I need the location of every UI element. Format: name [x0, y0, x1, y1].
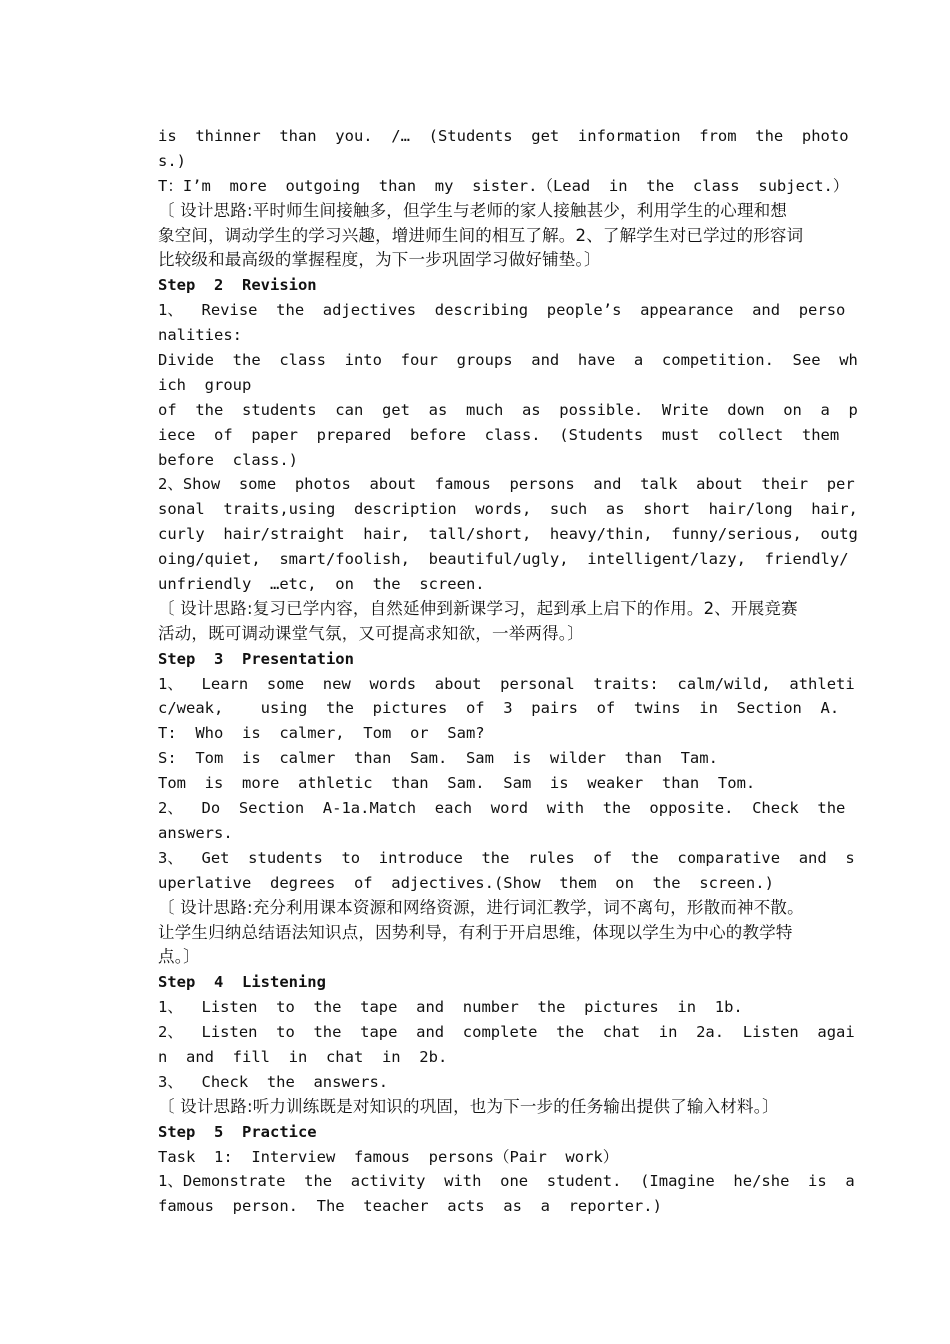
design-note-line: 活动，既可调动课堂气氛，又可提高求知欲，一举两得。〕	[158, 623, 584, 643]
text-line: Divide the class into four groups and have a competition. See wh	[158, 351, 858, 370]
text-line: 1、Demonstrate the activity with one student. (Imagine he/she is a	[158, 1172, 855, 1191]
text-line: Task 1: Interview famous persons（Pair work）	[158, 1147, 619, 1166]
text-line: 1、 Revise the adjectives describing people’s appearance and perso	[158, 301, 846, 320]
text-line: T: Who is calmer, Tom or Sam?	[158, 724, 485, 743]
text-line: answers.	[158, 823, 233, 842]
design-note-line: 象空间，调动学生的学习兴趣，增进师生间的相互了解。2、了解学生对已学过的形容词	[158, 225, 804, 245]
step-heading: Step 3 Presentation	[158, 649, 354, 668]
text-line: 1、 Learn some new words about personal traits: calm/wild, athleti	[158, 674, 855, 693]
text-line: T：I’m more outgoing than my sister.（Lead in the class subject.）	[158, 176, 849, 195]
text-line: 3、 Check the answers.	[158, 1072, 389, 1091]
text-line: c/weak, using the pictures of 3 pairs of twins in Section A.	[158, 699, 840, 718]
text-line: unfriendly …etc, on the screen.	[158, 575, 485, 594]
step-heading: Step 4 Listening	[158, 973, 326, 992]
text-line: of the students can get as much as possible. Write down on a p	[158, 400, 858, 419]
text-line: 2、 Listen to the tape and complete the chat in 2a. Listen agai	[158, 1023, 855, 1042]
text-line: oing/quiet, smart/foolish, beautiful/ugly, intelligent/lazy, friendly/	[158, 550, 849, 569]
text-line: sonal traits,using description words, such as short hair/long hair,	[158, 500, 858, 519]
text-line: famous person. The teacher acts as a reporter.)	[158, 1197, 662, 1216]
text-line: curly hair/straight hair, tall/short, heavy/thin, funny/serious, outg	[158, 525, 858, 544]
design-note-line: 让学生归纳总结语法知识点，因势利导，有利于开启思维，体现以学生为中心的教学特	[158, 922, 793, 942]
design-note-line: 点。〕	[158, 947, 200, 967]
text-line: Tom is more athletic than Sam. Sam is weaker than Tom.	[158, 774, 756, 793]
design-note-line: 〔 设计思路:复习已学内容，自然延伸到新课学习，起到承上启下的作用。2、开展竞赛	[158, 598, 798, 618]
text-line: ich group	[158, 375, 252, 394]
step-heading: Step 5 Practice	[158, 1122, 317, 1141]
design-note-line: 〔 设计思路:平时师生间接触多，但学生与老师的家人接触甚少，利用学生的心理和想	[158, 200, 788, 220]
text-line: s.)	[158, 151, 186, 170]
design-note-line: 比较级和最高级的掌握程度，为下一步巩固学习做好铺垫。〕	[158, 250, 601, 270]
text-line: n and fill in chat in 2b.	[158, 1047, 448, 1066]
document-page	[158, 124, 878, 1219]
step-heading: Step 2 Revision	[158, 276, 317, 295]
text-line: nalities:	[158, 326, 242, 345]
text-line: before class.)	[158, 450, 298, 469]
design-note-line: 〔 设计思路:听力训练既是对知识的巩固，也为下一步的任务输出提供了输入材料。〕	[158, 1096, 779, 1116]
text-line: 2、 Do Section A-1a.Match each word with the opposite. Check the	[158, 799, 846, 818]
text-line: iece of paper prepared before class. (Students must collect them	[158, 425, 840, 444]
design-note-line: 〔 设计思路:充分利用课本资源和网络资源，进行词汇教学，词不离句，形散而神不散。	[158, 897, 804, 917]
text-line: 1、 Listen to the tape and number the pictures in 1b.	[158, 998, 743, 1017]
text-line: is thinner than you. /… (Students get information from the photo	[158, 127, 849, 145]
text-line: S: Tom is calmer than Sam. Sam is wilder than Tam.	[158, 749, 718, 768]
text-line: uperlative degrees of adjectives.(Show them on the screen.)	[158, 873, 774, 892]
text-line: 3、 Get students to introduce the rules of the comparative and s	[158, 848, 855, 867]
text-line: 2、Show some photos about famous persons and talk about their per	[158, 475, 855, 494]
